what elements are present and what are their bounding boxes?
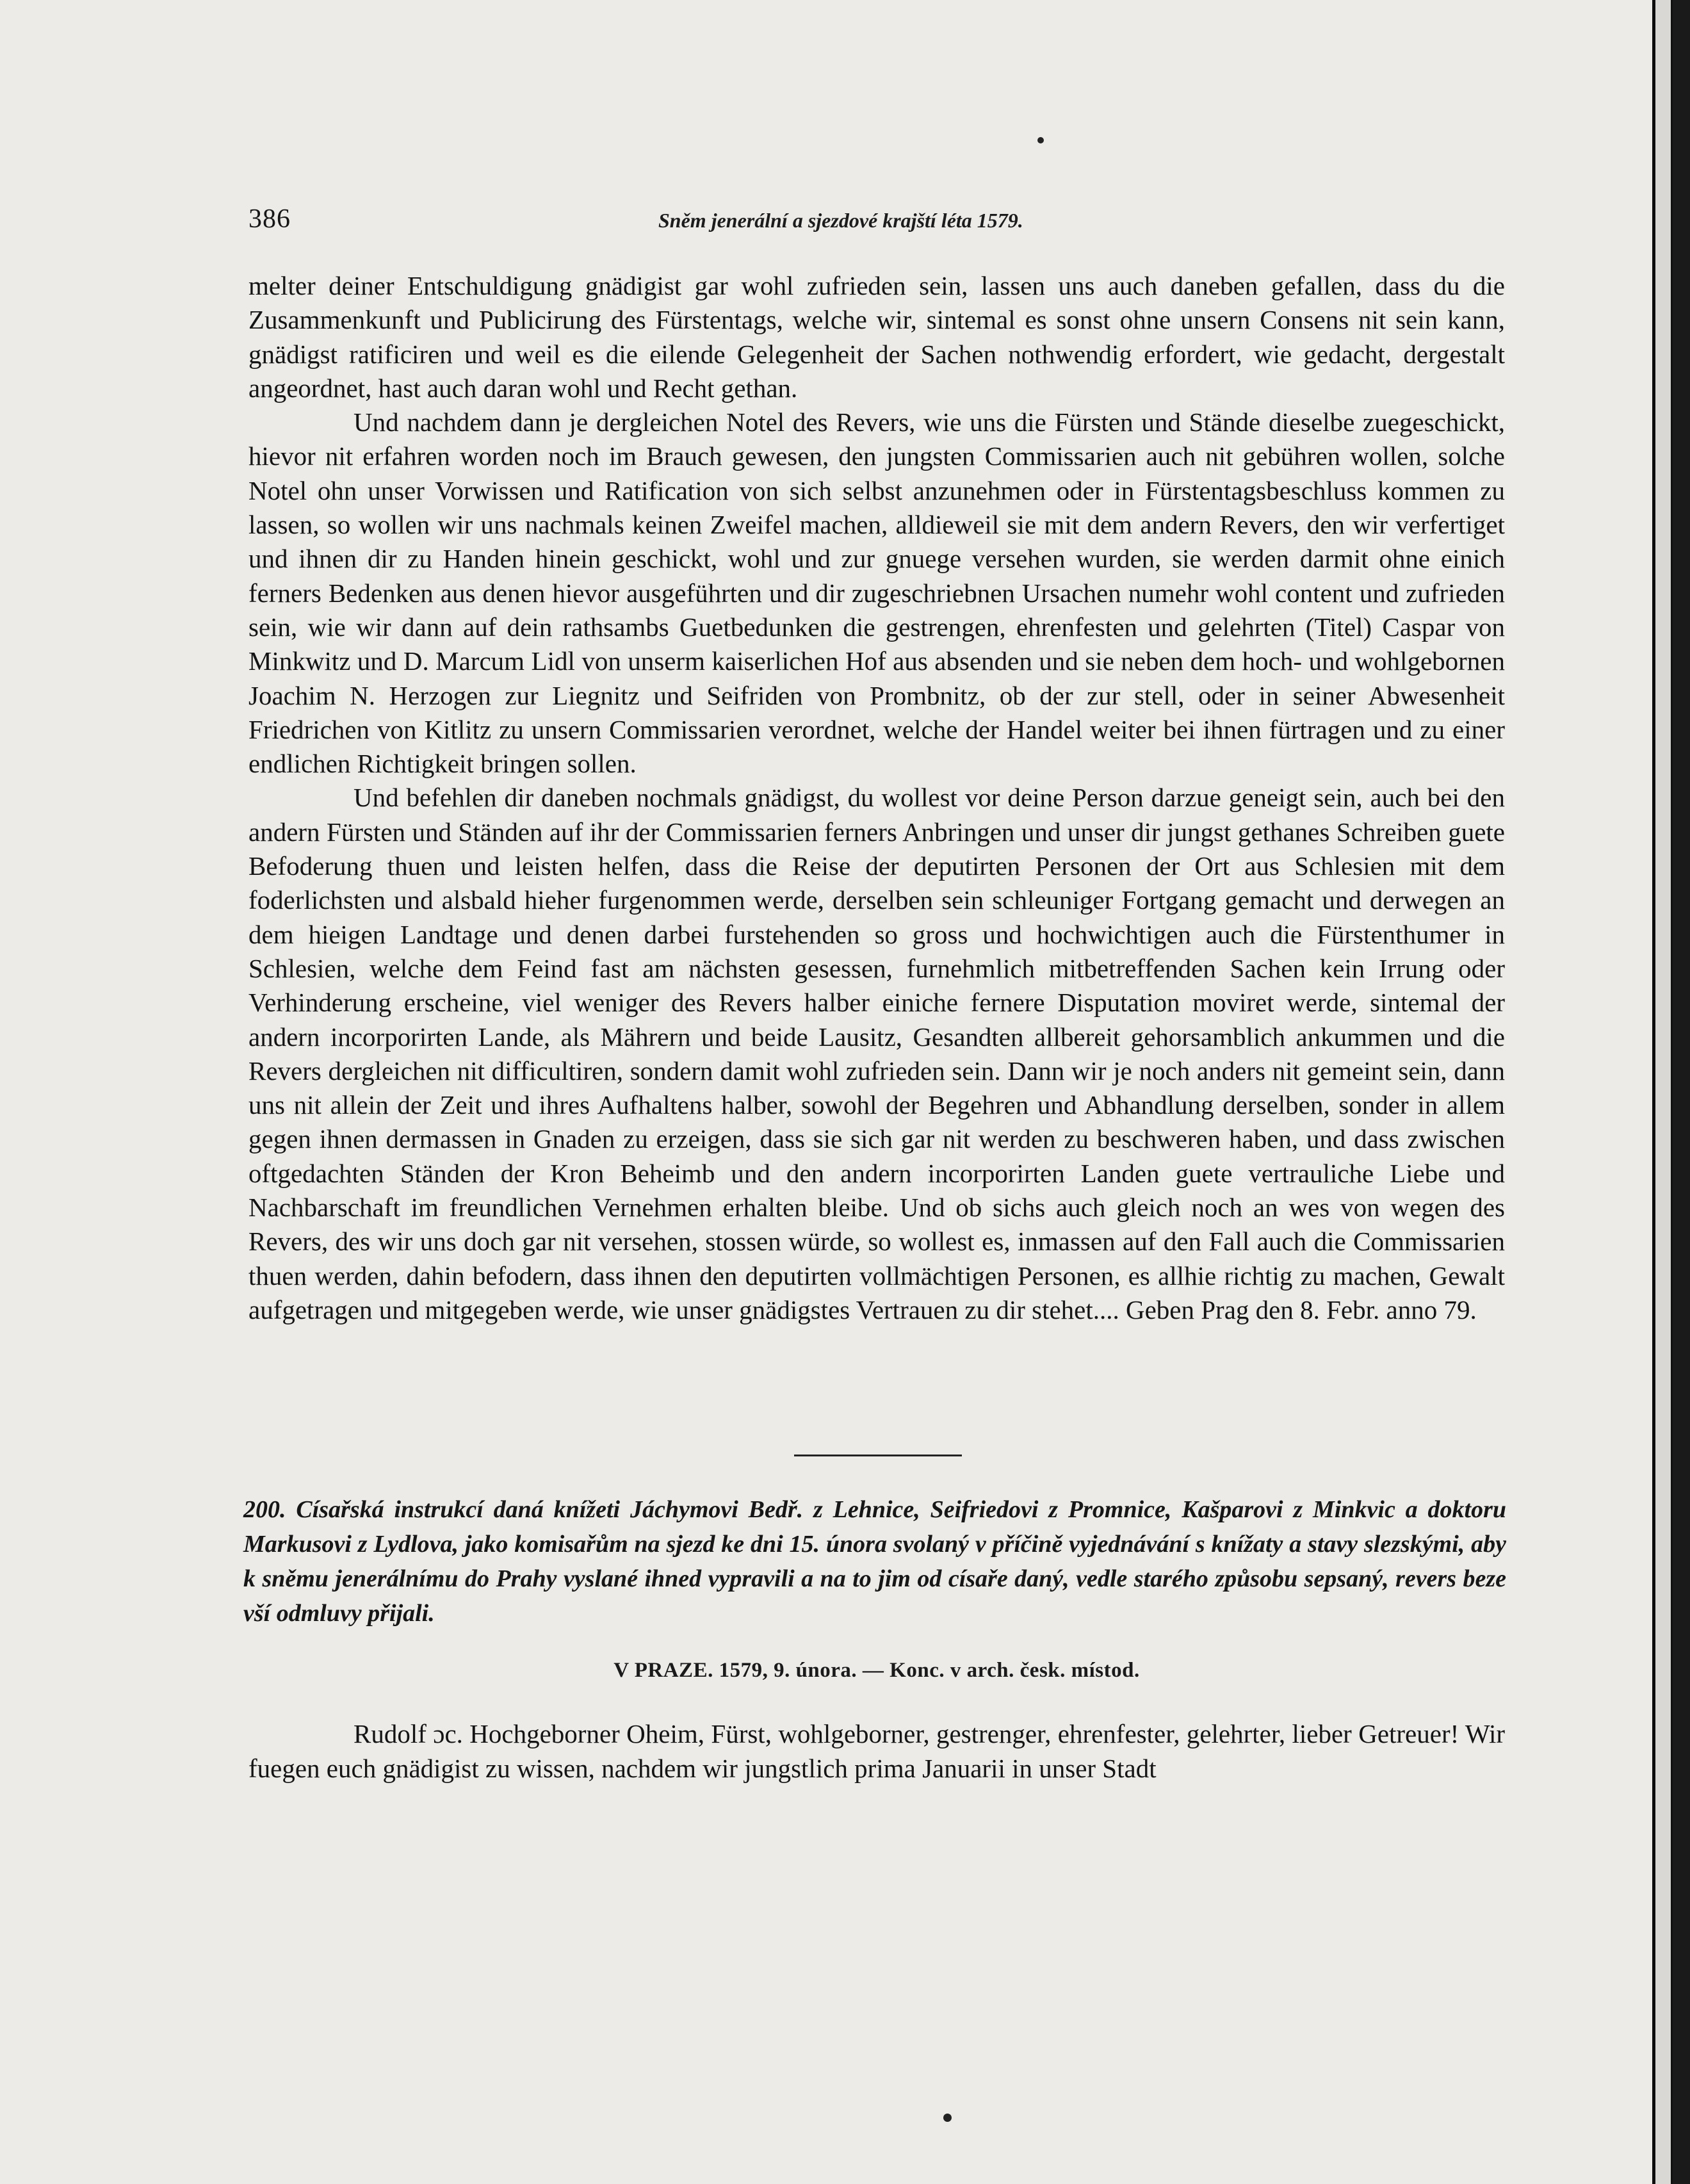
scanner-background — [1673, 0, 1690, 2184]
page-number: 386 — [248, 204, 291, 234]
paragraph-2: Und nachdem dann je dergleichen Notel des Revers, wie uns die Fürsten und Stände dieselbe zuegeschickt, hievor nit erfahren worden noch im Brauch gewesen, den jungsten Commissarien auch nit gebühren wollen, solche Notel ohn unser Vorwissen und Ratification von sich selbst anzunehmen oder in Fürstentagsbeschluss kommen zu lassen, so wollen wir uns nachmals keinen Zweifel machen, alldieweil sie mit dem andern Revers, den wir verfertiget und ihnen dir zu Handen hinein geschickt, wohl und zur gnuege versehen wurden, sie werden darmit ohne einich ferners Bedenken aus denen hievor ausgeführten und dir zugeschriebnen Ursachen numehr wohl content und zufrieden sein, wie wir dann auf dein rathsambs Guetbedunken die gestrengen, ehrenfesten und gelehrten (Titel) Caspar von Minkwitz und D. Marcum Lidl von unserm kaiserlichen Hof aus absenden und sie neben dem hoch- und wohlgebornen Joachim N. Herzogen zur Liegnitz und Seifriden von Prombnitz, ob der zur stell, oder in seiner Abwesenheit Friedrichen von Kitlitz zu unsern Commissarien verordnet, welche der Handel weiter bei ihnen fürtragen und zu einer endlichen Richtigkeit bringen sollen. — [248, 407, 1505, 779]
document-date-line: V PRAZE. 1579, 9. února. — Konc. v arch. česk. místod. — [613, 1659, 1140, 1682]
running-title: Sněm jenerální a sjezdové krajští léta 1579. — [658, 209, 1023, 232]
document-heading: 200. Císařská instrukcí daná knížeti Jáchymovi Bedř. z Lehnice, Seifriedovi z Promnice, Kašparovi z Minkvic a doktoru Markusovi z Lydlova, jako komisařům na sjezd ke dni 15. února svolaný v příčině vyjednávání s knížaty a stavy slezskými, aby k sněmu jenerálnímu do Prahy vyslané ihned vypravili a na to jim od císaře daný, vedle starého způsobu sepsaný, revers beze vší odmluvy přijali. — [243, 1496, 1506, 1627]
section-divider — [794, 1455, 962, 1456]
paragraph-3: Und befehlen dir daneben nochmals gnädigst, du wollest vor deine Person darzue geneigt sein, auch bei den andern Fürsten und Ständen auf ihr der Commissarien ferners Anbringen und unser dir jungst gethanes Schreiben guete Befoderung thuen und leisten helfen, dass die Reise der deputirten Personen der Ort aus Schlesien mit dem foderlichsten und alsbald hieher furgenommen werde, derselben sein schleuniger Fortgang gemacht und derwegen an dem hieigen Landtage und denen darbei furstehenden so gross und hochwichtigen auch die Fürstenthumer in Schlesien, welche dem Feind fast am nächsten gesessen, furnehmlich mitbetreffenden Sachen kein Irrung oder Verhinderung erscheine, viel weniger des Revers halber einiche fernere Disputation moviret werde, sintemal der andern incorporirten Lande, als Mährern und beide Lausitz, Gesandten allbereit gehorsamblich ankummen und die Revers dergleichen nit difficultiren, sondern damit wohl zufrieden sein. Dann wir je noch anders nit gemeint sein, dann uns nit allein der Zeit und ihres Aufhaltens halber, sowohl der Begehren und Abhandlung derselben, sonder in allem gegen ihnen dermassen in Gnaden zu erzeigen, dass sie sich gar nit werden zu beschweren haben, und dass zwischen oftgedachten Ständen der Kron Beheimb und den andern incorporirten Landen guete vertrauliche Liebe und Nachbarschaft im freundlichen Vernehmen erhalten bleibe. Und ob sichs auch gleich noch an wes von wegen des Revers, des wir uns doch gar nit versehen, stossen würde, so wollest es, inmassen auf den Fall auch die Commissarien thuen werden, dahin befodern, dass ihnen den deputirten vollmächtigen Personen, es allhie richtig zu machen, Gewalt aufgetragen und mitgegeben werde, wie unser gnädigstes Vertrauen zu dir stehet.... Geben Prag den 8. Febr. anno 79. — [248, 783, 1505, 1324]
adjacent-page-edge — [1655, 0, 1671, 2184]
speck-mark — [943, 2114, 952, 2122]
document-body: Rudolf ɔc. Hochgeborner Oheim, Fürst, wohlgeborner, gestrenger, ehrenfester, gelehrter, lieber Getreuer! Wir fuegen euch gnädigist zu wissen, nachdem wir jungstlich prima Januarii in unser Stadt — [248, 1719, 1505, 1783]
page-header — [248, 204, 1504, 242]
paragraph-1: melter deiner Entschuldigung gnädigist gar wohl zufrieden sein, lassen uns auch daneben gefallen, dass du die Zusammenkunft und Publicirung des Fürstentags, welche wir, sintemal es sonst ohne unsern Consens nit sein kann, gnädigst ratificiren und weil es die eilende Gelegenheit der Sachen nothwendig erfordert, wie gedacht, dergestalt angeordnet, hast auch daran wohl und Recht gethan. — [248, 271, 1505, 403]
letter-text — [248, 269, 1505, 1327]
speck-mark — [1037, 137, 1044, 143]
